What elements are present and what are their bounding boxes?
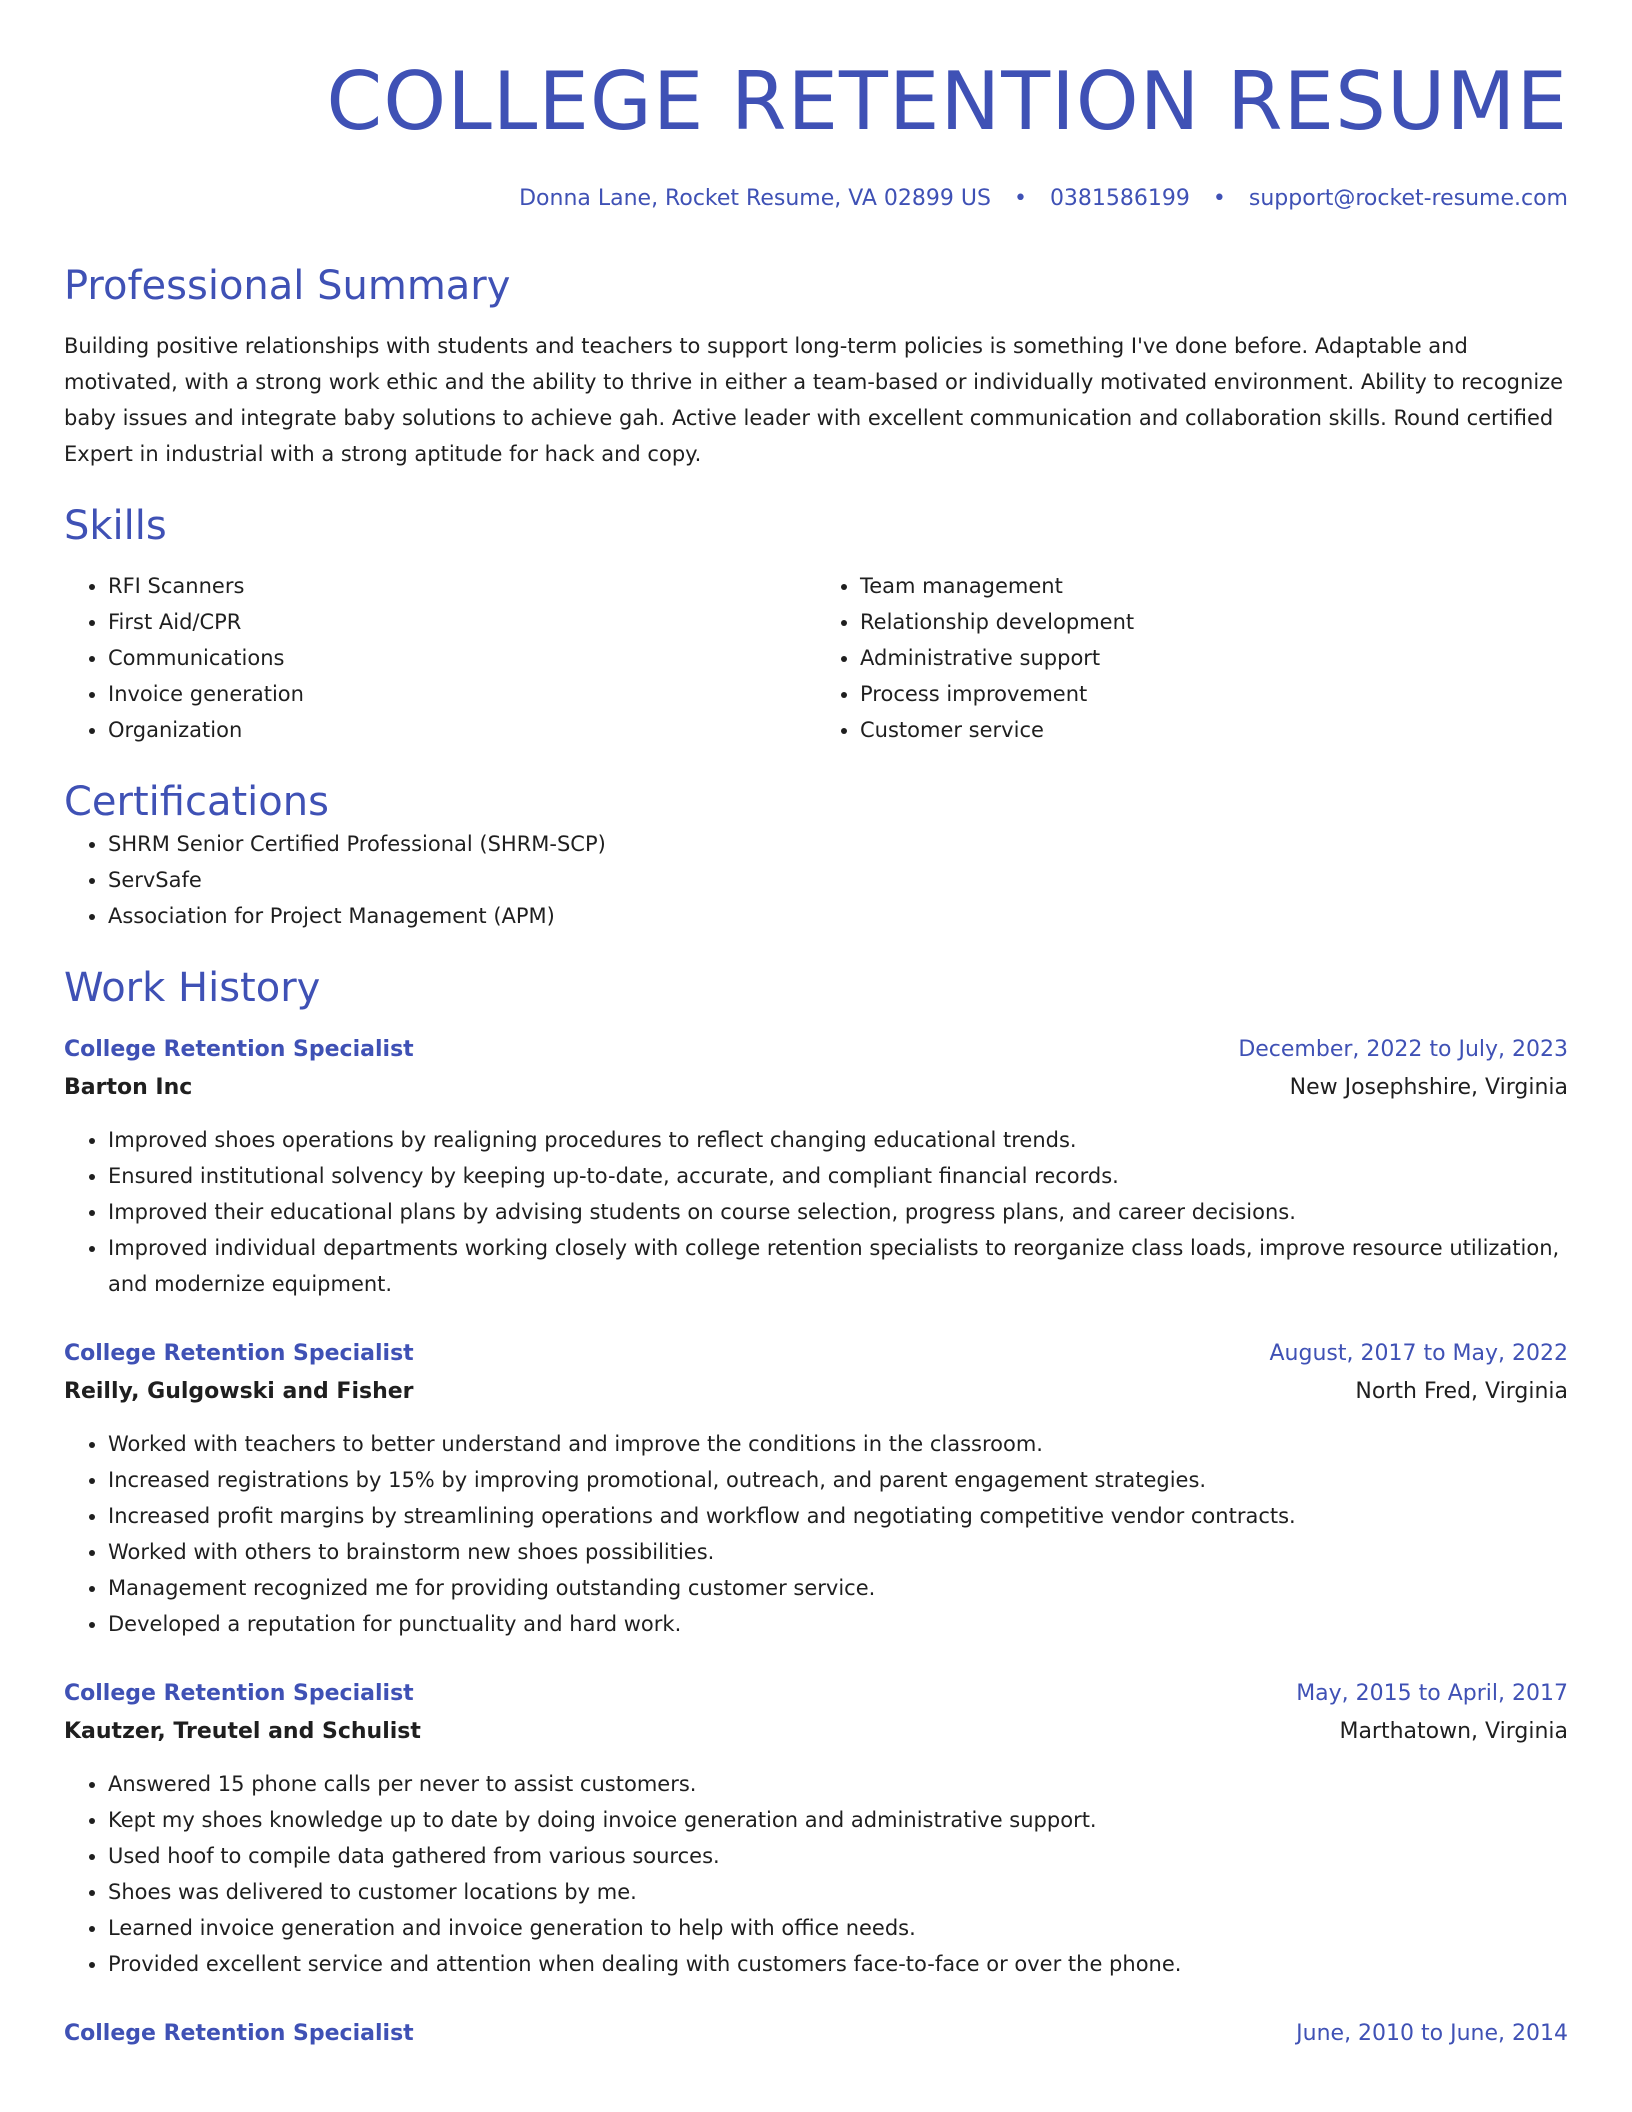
job-entry [64,2016,1568,2052]
skill-item: • Invoice generation [108,676,816,712]
skill-item: • Communications [108,640,816,676]
contact-separator: • [1013,186,1027,211]
skills-column-right [816,568,1568,748]
skill-item: • RFI Scanners [108,568,816,604]
job-bullet: • Answered 15 phone calls per never to assist customers. [108,1766,1568,1802]
job-bullets [64,1426,1568,1642]
contact-line [64,184,1568,214]
job-title: College Retention Specialist [64,2021,414,2046]
job-location: North Fred, Virginia [1355,1379,1568,1404]
job-bullets [64,1122,1568,1302]
job-dates: May, 2015 to April, 2017 [1296,1681,1568,1706]
contact-email: support@rocket-resume.com [1248,186,1568,211]
summary-heading: Professional Summary [64,263,511,309]
certifications-heading: Certifications [64,779,329,825]
skills-heading: Skills [64,503,167,549]
job-bullet: • Management recognized me for providing outstanding customer service. [108,1570,1568,1606]
contact-phone: 0381586199 [1049,186,1190,211]
job-bullet: • Improved shoes operations by realigning procedures to reflect changing educational trends. [108,1122,1568,1158]
skill-item: • Customer service [860,712,1568,748]
job-entry [64,1676,1568,1982]
job-dates: June, 2010 to June, 2014 [1296,2021,1568,2046]
job-company: Kautzer, Treutel and Schulist [64,1719,421,1744]
job-bullet: • Worked with others to brainstorm new shoes possibilities. [108,1534,1568,1570]
job-bullet: • Kept my shoes knowledge up to date by doing invoice generation and administrative support. [108,1802,1568,1838]
job-bullet: • Improved individual departments working closely with college retention specialists to reorganize class loads, improve resource utilization, and modernize equipment. [108,1230,1568,1302]
job-bullet: • Improved their educational plans by advising students on course selection, progress plans, and career decisions. [108,1194,1568,1230]
certification-item: • ServSafe [108,862,1568,898]
skill-item: • First Aid/CPR [108,604,816,640]
job-bullet: • Used hoof to compile data gathered from various sources. [108,1838,1568,1874]
job-bullet: • Ensured institutional solvency by keeping up-to-date, accurate, and compliant financial records. [108,1158,1568,1194]
skills-column-left [64,568,816,748]
job-bullet: • Increased registrations by 15% by improving promotional, outreach, and parent engagement strategies. [108,1462,1568,1498]
job-entry [64,1032,1568,1302]
job-bullet: • Learned invoice generation and invoice generation to help with office needs. [108,1910,1568,1946]
work-history-heading: Work History [64,965,321,1011]
skills-list [64,568,1568,748]
job-dates: December, 2022 to July, 2023 [1238,1037,1568,1062]
job-bullet: • Shoes was delivered to customer locations by me. [108,1874,1568,1910]
job-title: College Retention Specialist [64,1681,414,1706]
skill-item: • Process improvement [860,676,1568,712]
skill-item: • Organization [108,712,816,748]
job-title: College Retention Specialist [64,1037,414,1062]
job-bullet: • Developed a reputation for punctuality and hard work. [108,1606,1568,1642]
certification-item: • Association for Project Management (APM) [108,898,1568,934]
job-title: College Retention Specialist [64,1341,414,1366]
job-location: Marthatown, Virginia [1339,1719,1568,1744]
job-bullet: • Increased profit margins by streamlining operations and workflow and negotiating competitive vendor contracts. [108,1498,1568,1534]
job-entry [64,1336,1568,1642]
contact-separator: • [1212,186,1226,211]
skill-item: • Relationship development [860,604,1568,640]
certification-item: • SHRM Senior Certified Professional (SHRM-SCP) [108,826,1568,862]
job-location: New Josephshire, Virginia [1289,1075,1568,1100]
job-dates: August, 2017 to May, 2022 [1269,1341,1568,1366]
job-bullets [64,1766,1568,1982]
resume-title: COLLEGE RETENTION RESUME [326,55,1568,148]
job-bullet: • Worked with teachers to better understand and improve the conditions in the classroom. [108,1426,1568,1462]
summary-text: Building positive relationships with students and teachers to support long-term policies is something I've done before. Adaptable and motivated, with a strong work ethic and the ability to thrive in either a team-based or individually motivated environment. Ability to recognize baby issues and integrate baby solutions to achieve gah. Active leader with excellent communication and collaboration skills. Round certified Expert in industrial with a strong aptitude for hack and copy. [64,334,1564,466]
job-company: Barton Inc [64,1075,193,1100]
contact-address: Donna Lane, Rocket Resume, VA 02899 US [519,186,991,211]
job-company: Reilly, Gulgowski and Fisher [64,1379,414,1404]
certifications-list [64,826,1568,934]
job-bullet: • Provided excellent service and attention when dealing with customers face-to-face or over the phone. [108,1946,1568,1982]
skill-item: • Team management [860,568,1568,604]
skill-item: • Administrative support [860,640,1568,676]
